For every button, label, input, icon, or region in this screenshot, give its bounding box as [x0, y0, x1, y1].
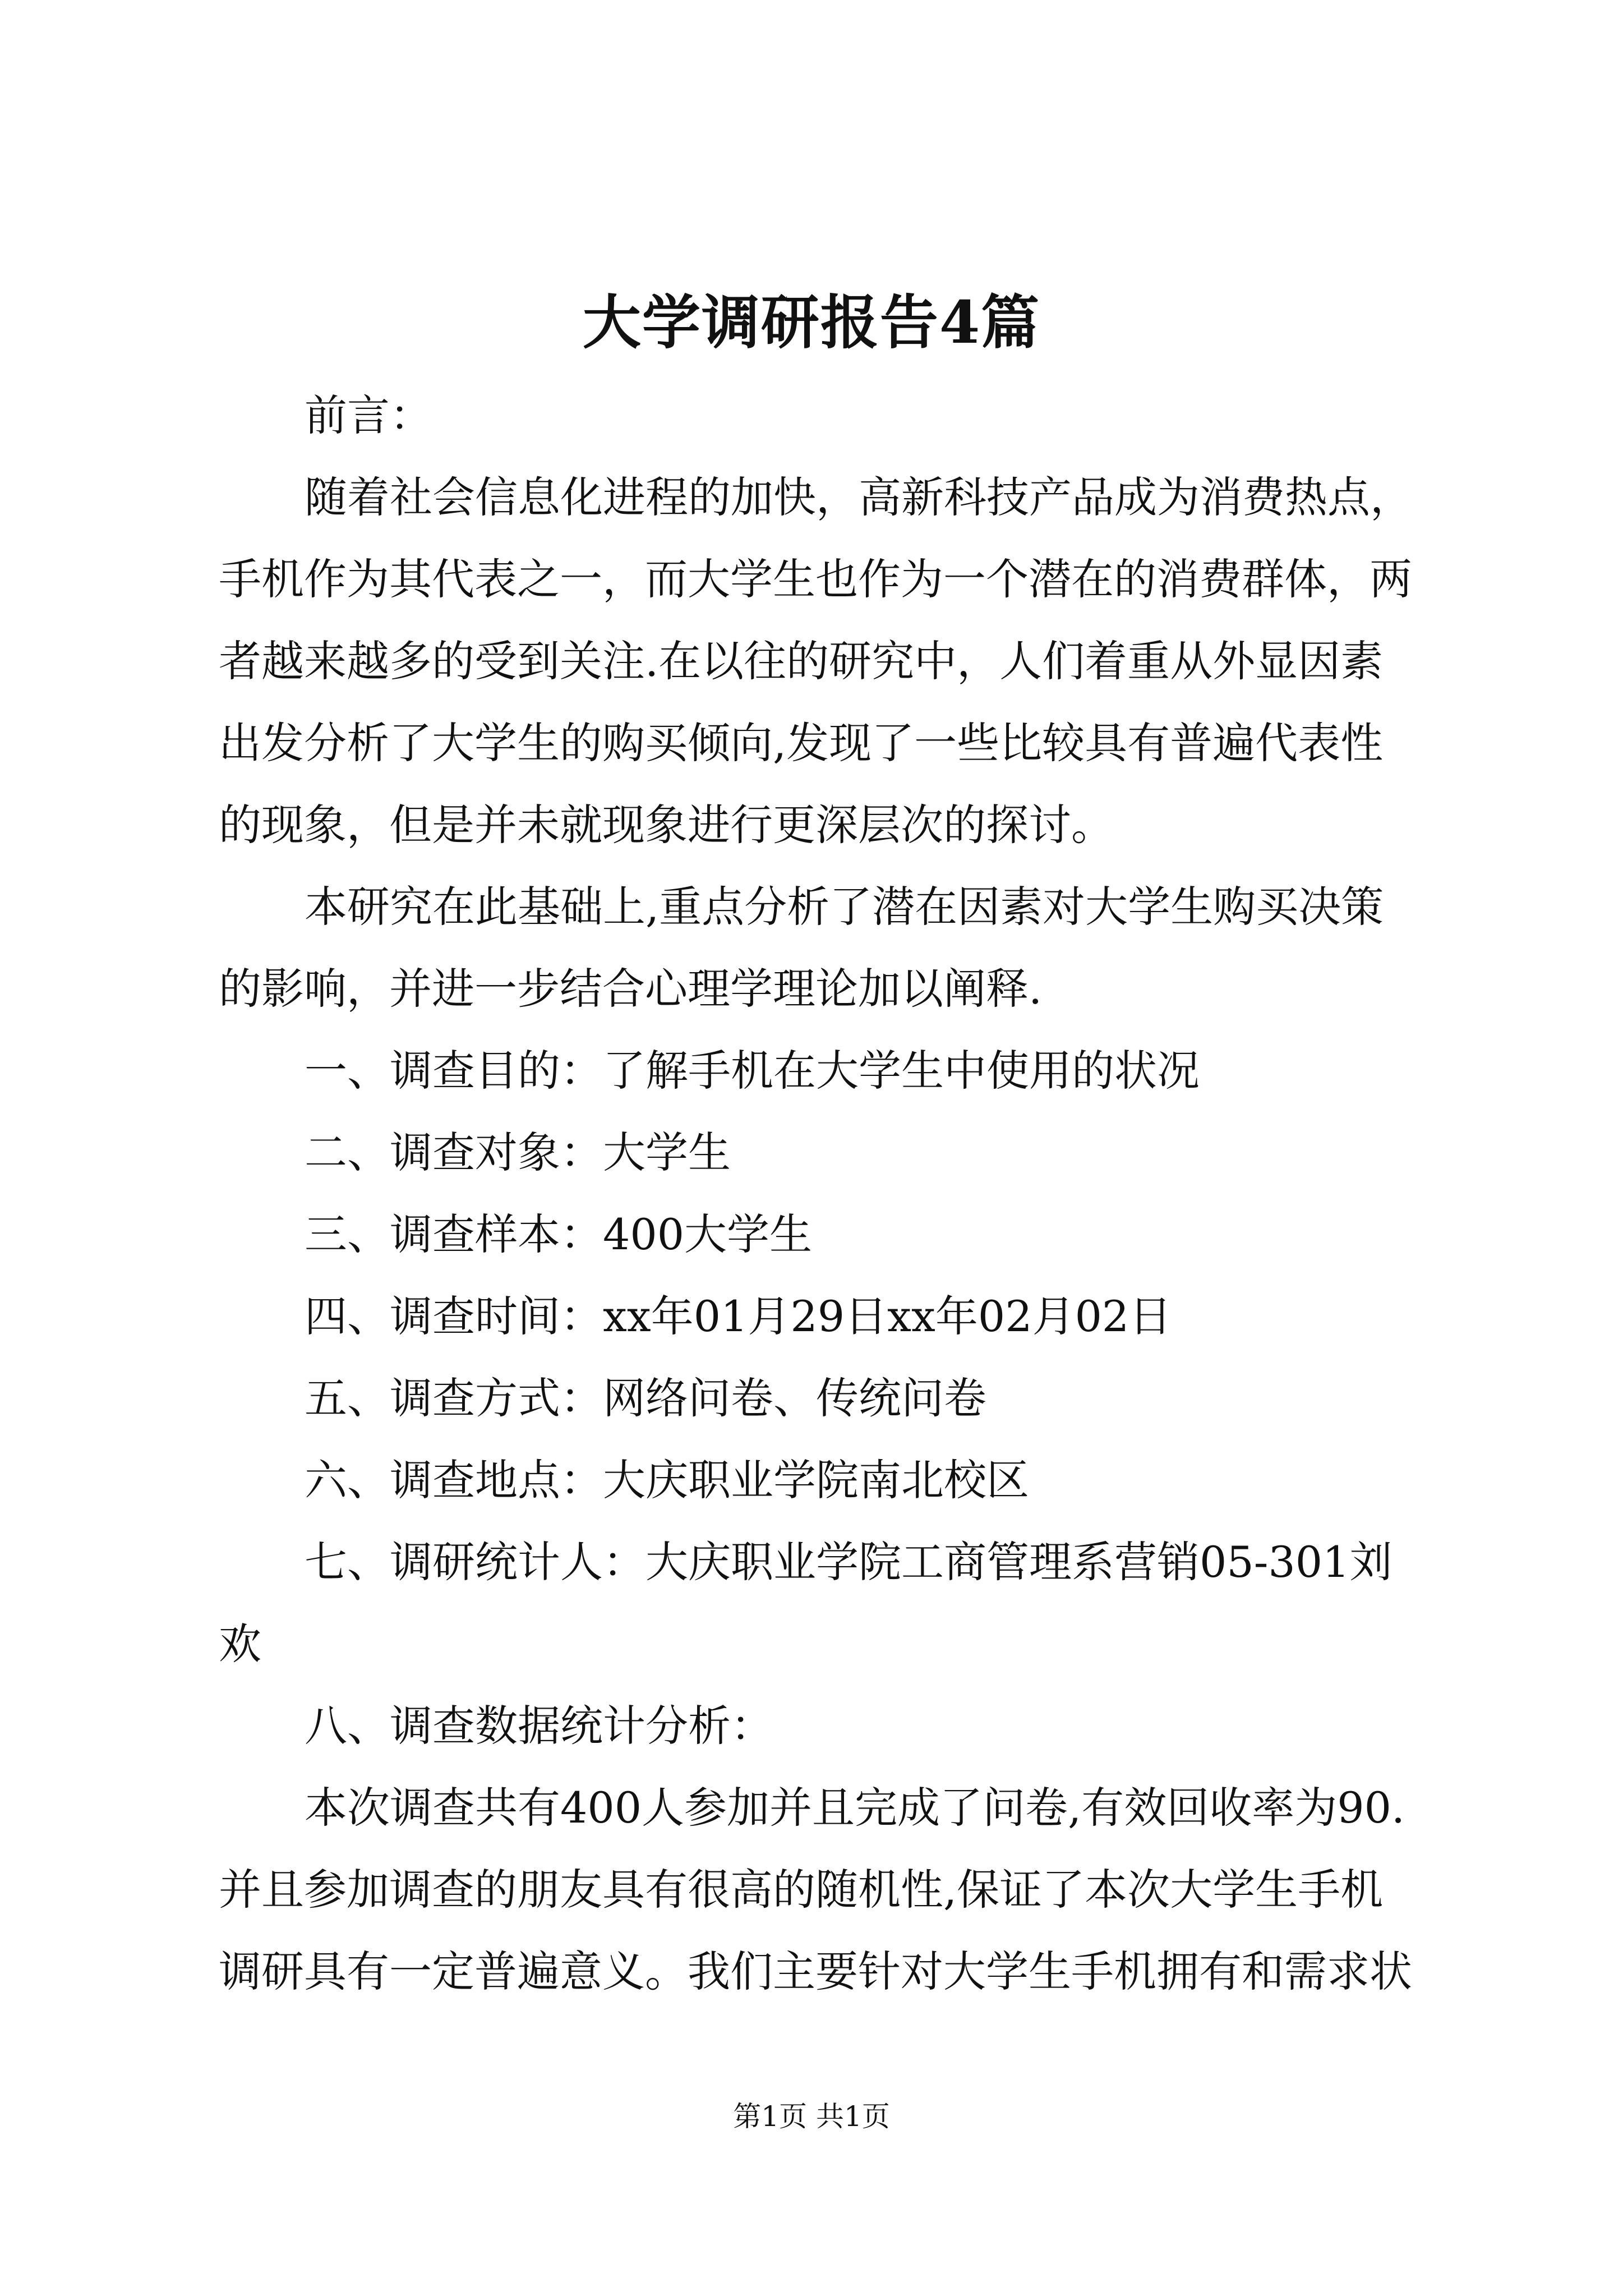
- paragraph-analysis: 本次调查共有400人参加并且完成了问卷,有效回收率为90.并且参加调查的朋友具有很高的随机性,保证了本次大学生手机调研具有一定普遍意义。我们主要针对大学生手机拥有和需求状: [219, 1783, 1412, 1996]
- paragraph-research-focus: 本研究在此基础上,重点分析了潜在因素对大学生购买决策的影响，并进一步结合心理学理论加以阐释.: [219, 882, 1384, 1014]
- preface-label: 前言：: [305, 390, 432, 440]
- item-survey-purpose: 一、调查目的：了解手机在大学生中使用的状况: [305, 1046, 1200, 1096]
- item-survey-sample: 三、调查样本：400大学生: [305, 1209, 813, 1259]
- paragraph-intro: 随着社会信息化进程的加快，高新科技产品成为消费热点，手机作为其代表之一，而大学生也作为一个潜在的消费群体，两者越来越多的受到关注.在以往的研究中，人们着重从外显因素出发分析了大学生的购买倾向,发现了一些比较具有普遍代表性的现象，但是并未就现象进行更深层次的探讨。: [219, 472, 1413, 850]
- page-footer: 第1页 共1页: [733, 2100, 890, 2133]
- item-survey-subject: 二、调查对象：大学生: [305, 1128, 731, 1177]
- item-survey-location: 六、调查地点：大庆职业学院南北校区: [305, 1455, 1029, 1505]
- item-data-analysis: 八、调查数据统计分析：: [305, 1701, 773, 1751]
- item-survey-method: 五、调查方式：网络问卷、传统问卷: [305, 1373, 986, 1423]
- document-title: 大学调研报告4篇: [582, 288, 1041, 357]
- item-survey-statistician: 七、调研统计人：大庆职业学院工商管理系营销05-301刘欢: [219, 1537, 1393, 1669]
- document-body: [219, 375, 1424, 2013]
- item-survey-time: 四、调查时间：xx年01月29日xx年02月02日: [305, 1291, 1172, 1341]
